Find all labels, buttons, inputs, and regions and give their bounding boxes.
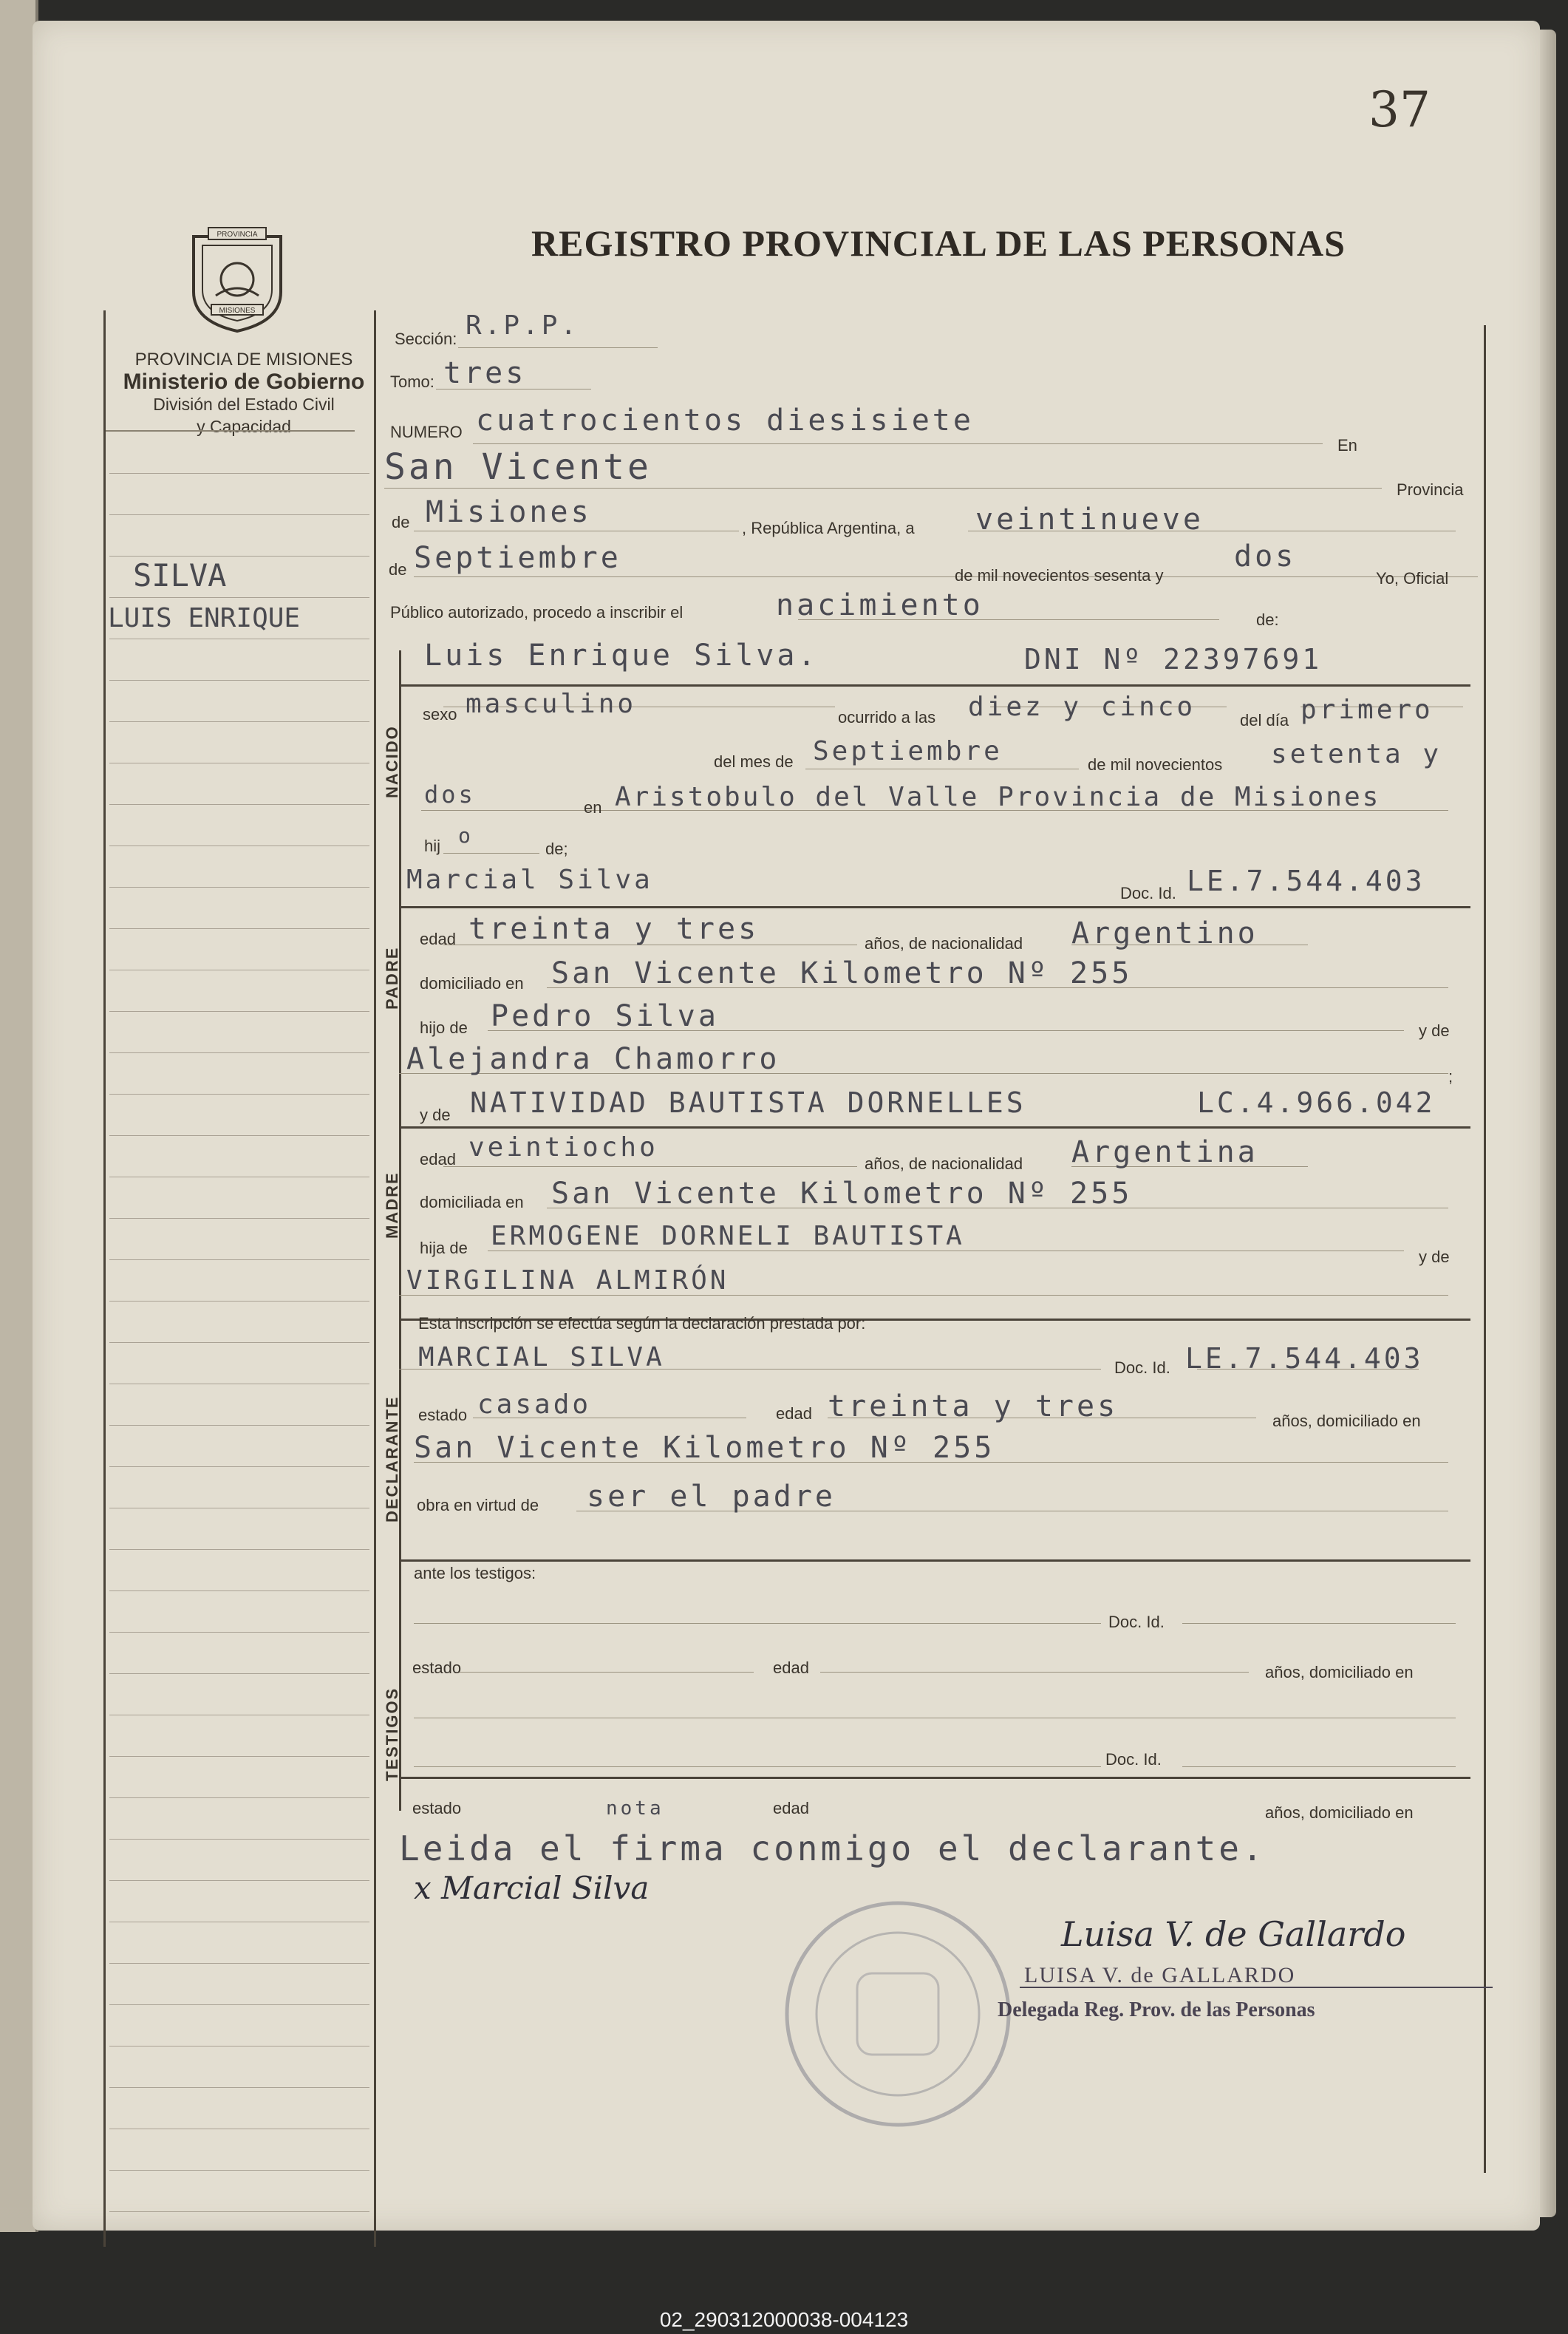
label-obra: obra en virtud de bbox=[417, 1496, 539, 1514]
entry-mes: Septiembre bbox=[414, 541, 621, 575]
label-de-padres: de; bbox=[545, 840, 568, 858]
entry-anio-nacimiento-1: setenta y bbox=[1271, 739, 1442, 769]
margin-ruled-line bbox=[109, 1590, 369, 1591]
entry-hij-suffix: o bbox=[458, 823, 474, 848]
entry-sexo: masculino bbox=[466, 689, 637, 719]
entry-declarante-estado: casado bbox=[477, 1389, 592, 1420]
right-border bbox=[1484, 325, 1486, 2173]
label-hija-de: hija de bbox=[420, 1239, 468, 1257]
label-yo-oficial: Yo, Oficial bbox=[1376, 569, 1449, 588]
margin-ruled-line bbox=[109, 1342, 369, 1343]
entry-leida-insert: nota bbox=[606, 1797, 664, 1820]
label-hijo-de: hijo de bbox=[420, 1018, 468, 1037]
entry-abuela-paterna: Alejandra Chamorro bbox=[406, 1042, 780, 1076]
provincial-seal-icon bbox=[186, 222, 288, 333]
entry-mes-nacimiento: Septiembre bbox=[813, 736, 1003, 766]
margin-ruled-line bbox=[109, 1632, 369, 1633]
margin-ruled-line bbox=[109, 1218, 369, 1219]
entry-declarante-obra: ser el padre bbox=[587, 1480, 836, 1514]
label-declarante: DECLARANTE bbox=[383, 1395, 401, 1522]
entry-acto: nacimiento bbox=[776, 588, 984, 622]
label-semicolon: ; bbox=[1448, 1067, 1453, 1086]
label-mil-novecientos: de mil novecientos sesenta y bbox=[955, 566, 1164, 585]
province-name: PROVINCIA DE MISIONES bbox=[134, 350, 353, 370]
margin-ruled-line bbox=[109, 1880, 369, 1881]
label-de-mes: de bbox=[389, 560, 407, 579]
margin-ruled-line bbox=[109, 1011, 369, 1012]
label-padre-doc: Doc. Id. bbox=[1120, 884, 1176, 902]
page-number: 37 bbox=[1368, 81, 1431, 138]
margin-ruled-line bbox=[109, 1549, 369, 1550]
rule-testigos bbox=[399, 1777, 1470, 1779]
official-signature: Luisa V. de Gallardo bbox=[1061, 1914, 1406, 1954]
ministry-name: Ministerio de Gobierno bbox=[123, 370, 365, 394]
entry-padre-doc: LE.7.544.403 bbox=[1187, 865, 1425, 897]
margin-ruled-line bbox=[109, 2211, 369, 2212]
label-republica: , República Argentina, a bbox=[742, 519, 915, 537]
entry-padre-domicilio: San Vicente Kilometro Nº 255 bbox=[551, 956, 1133, 990]
label-numero: NUMERO bbox=[390, 423, 463, 441]
margin-ruled-line bbox=[109, 1797, 369, 1798]
entry-abuelo-materno: ERMOGENE DORNELI BAUTISTA bbox=[491, 1221, 965, 1251]
margin-ruled-line bbox=[109, 804, 369, 805]
margin-ruled-line bbox=[109, 556, 369, 557]
label-publico: Público autorizado, procedo a inscribir el bbox=[390, 603, 684, 622]
entry-dia: veintinueve bbox=[975, 503, 1204, 537]
margin-ruled-line bbox=[109, 721, 369, 722]
label-declarante-doc: Doc. Id. bbox=[1114, 1358, 1170, 1377]
label-padre-nacionalidad: años, de nacionalidad bbox=[865, 934, 1023, 953]
label-testigo1-domicilio: años, domiciliado en bbox=[1265, 1663, 1414, 1681]
entry-madre-domicilio: San Vicente Kilometro Nº 255 bbox=[551, 1177, 1133, 1211]
label-ante-testigos: ante los testigos: bbox=[414, 1564, 536, 1582]
entry-abuelo-paterno: Pedro Silva bbox=[491, 999, 719, 1033]
entry-numero: cuatrocientos diesisiete bbox=[476, 404, 974, 438]
margin-ruled-line bbox=[109, 1466, 369, 1467]
label-declarante-edad: edad bbox=[776, 1404, 812, 1423]
entry-leida: Leida el firma conmigo el declarante. bbox=[399, 1828, 1266, 1868]
entry-madre-doc: LC.4.966.042 bbox=[1197, 1086, 1436, 1119]
label-en: En bbox=[1337, 436, 1357, 455]
declarant-signature: x Marcial Silva bbox=[414, 1870, 650, 1906]
label-madre-y-de: y de bbox=[420, 1106, 451, 1124]
label-testigo1-edad: edad bbox=[773, 1658, 809, 1677]
entry-madre-edad: veintiocho bbox=[468, 1132, 658, 1163]
page-stack-edge bbox=[1540, 30, 1556, 2217]
margin-ruled-line bbox=[109, 2170, 369, 2171]
entry-declarante-edad: treinta y tres bbox=[828, 1389, 1119, 1423]
label-testigo2-domicilio: años, domiciliado en bbox=[1265, 1803, 1414, 1822]
label-padre-domicilio: domiciliado en bbox=[420, 974, 524, 993]
entry-madre-nombre: NATIVIDAD BAUTISTA DORNELLES bbox=[470, 1086, 1026, 1119]
label-declarante-domicilio: años, domiciliado en bbox=[1272, 1412, 1421, 1430]
label-provincia: Provincia bbox=[1397, 480, 1464, 499]
label-del-dia: del día bbox=[1240, 711, 1289, 729]
margin-ruled-line bbox=[109, 1052, 369, 1053]
official-name: LUISA V. de GALLARDO bbox=[1024, 1963, 1296, 1987]
label-madre: MADRE bbox=[383, 1171, 401, 1239]
margin-ruled-line bbox=[109, 1756, 369, 1757]
label-hij: hij bbox=[424, 837, 441, 855]
issuer-block bbox=[81, 349, 406, 438]
entry-seccion: R.P.P. bbox=[466, 310, 580, 341]
label-testigo2-edad: edad bbox=[773, 1799, 809, 1817]
rule-nacido bbox=[399, 684, 1470, 687]
label-del-mes: del mes de bbox=[714, 752, 794, 771]
declarant-signature-text: Marcial Silva bbox=[441, 1870, 650, 1906]
issuer-divider bbox=[103, 430, 355, 432]
label-madre-nacionalidad: años, de nacionalidad bbox=[865, 1154, 1023, 1173]
margin-ruled-line bbox=[109, 1135, 369, 1136]
entry-tomo: tres bbox=[443, 356, 527, 390]
entry-declarante-nombre: MARCIAL SILVA bbox=[418, 1342, 665, 1372]
margin-ruled-line bbox=[109, 2087, 369, 2088]
margin-ruled-line bbox=[109, 1259, 369, 1260]
margin-ruled-line bbox=[109, 2004, 369, 2005]
entry-nombre-nacido: Luis Enrique Silva. bbox=[424, 639, 819, 673]
margin-ruled-line bbox=[109, 887, 369, 888]
label-seccion: Sección: bbox=[395, 330, 457, 348]
entry-padre-nombre: Marcial Silva bbox=[406, 865, 653, 895]
label-de-mil-novecientos: de mil novecientos bbox=[1088, 755, 1223, 774]
label-testigo1-doc: Doc. Id. bbox=[1108, 1613, 1165, 1631]
label-nacido: NACIDO bbox=[383, 725, 401, 798]
rule-padre bbox=[399, 906, 1470, 908]
label-declarante-estado: estado bbox=[418, 1406, 468, 1424]
label-ocurrido: ocurrido a las bbox=[838, 708, 936, 727]
entry-anio: dos bbox=[1234, 540, 1297, 574]
image-footer-label: 02_290312000038-004123 bbox=[659, 2308, 909, 2331]
label-declaracion: Esta inscripción se efectúa según la declaración prestada por: bbox=[418, 1314, 866, 1333]
division-line-2: y Capacidad bbox=[197, 417, 291, 436]
label-padre-edad: edad bbox=[420, 930, 456, 948]
margin-ruled-line bbox=[109, 1839, 369, 1840]
entry-declarante-domicilio: San Vicente Kilometro Nº 255 bbox=[414, 1431, 995, 1465]
label-de-colon: de: bbox=[1256, 610, 1279, 629]
entry-lugar: San Vicente bbox=[384, 446, 652, 488]
margin-ruled-line bbox=[109, 514, 369, 515]
label-de: de bbox=[392, 513, 410, 531]
entry-madre-nacionalidad: Argentina bbox=[1071, 1135, 1258, 1169]
label-sexo: sexo bbox=[423, 705, 457, 724]
margin-ruled-line bbox=[109, 680, 369, 681]
rule-declarante bbox=[399, 1559, 1470, 1562]
entry-provincia: Misiones bbox=[426, 495, 592, 529]
margin-surname: SILVA bbox=[133, 557, 227, 593]
label-testigo2-doc: Doc. Id. bbox=[1105, 1750, 1162, 1769]
official-title: Delegada Reg. Prov. de las Personas bbox=[998, 1998, 1315, 2021]
document-title: REGISTRO PROVINCIAL DE LAS PERSONAS bbox=[531, 222, 1346, 264]
seal-top-text: PROVINCIA bbox=[217, 231, 258, 239]
margin-given-names: LUIS ENRIQUE bbox=[108, 603, 301, 633]
left-border bbox=[103, 310, 106, 2247]
margin-ruled-line bbox=[109, 1425, 369, 1426]
entry-declarante-doc: LE.7.544.403 bbox=[1185, 1342, 1424, 1375]
label-padre-y-de: y de bbox=[1419, 1021, 1450, 1040]
division-line-1: División del Estado Civil bbox=[153, 395, 335, 414]
margin-ruled-line bbox=[109, 1094, 369, 1095]
column-divider bbox=[374, 310, 376, 2247]
label-tomo: Tomo: bbox=[390, 372, 434, 391]
margin-ruled-line bbox=[109, 473, 369, 474]
entry-anio-nacimiento-2: dos bbox=[424, 780, 476, 809]
rule-madre bbox=[399, 1126, 1470, 1129]
label-madre-edad: edad bbox=[420, 1150, 456, 1168]
entry-lugar-nacimiento: Aristobulo del Valle Provincia de Misiones bbox=[615, 782, 1381, 812]
official-stamp-icon bbox=[776, 1892, 1020, 2136]
label-testigos: TESTIGOS bbox=[383, 1687, 401, 1781]
entry-hora: diez y cinco bbox=[968, 692, 1196, 722]
label-testigo1-estado: estado bbox=[412, 1658, 462, 1677]
entry-dia-nacimiento: primero bbox=[1301, 695, 1434, 725]
entry-padre-nacionalidad: Argentino bbox=[1071, 916, 1258, 950]
margin-ruled-line bbox=[109, 1301, 369, 1302]
label-en-lugar: en bbox=[584, 798, 602, 817]
entry-dni: DNI Nº 22397691 bbox=[1024, 643, 1323, 676]
margin-ruled-line bbox=[109, 928, 369, 929]
label-testigo2-estado: estado bbox=[412, 1799, 462, 1817]
margin-ruled-line bbox=[109, 1963, 369, 1964]
margin-ruled-line bbox=[109, 597, 369, 598]
label-padre: PADRE bbox=[383, 946, 401, 1010]
entry-padre-edad: treinta y tres bbox=[468, 912, 760, 946]
margin-ruled-line bbox=[109, 1673, 369, 1674]
seal-bottom-text: MISIONES bbox=[219, 307, 256, 315]
label-madre-y-de-abuela: y de bbox=[1419, 1248, 1450, 1266]
entry-abuela-materna: VIRGILINA ALMIRÓN bbox=[406, 1265, 729, 1296]
label-madre-domicilio: domiciliada en bbox=[420, 1193, 524, 1211]
